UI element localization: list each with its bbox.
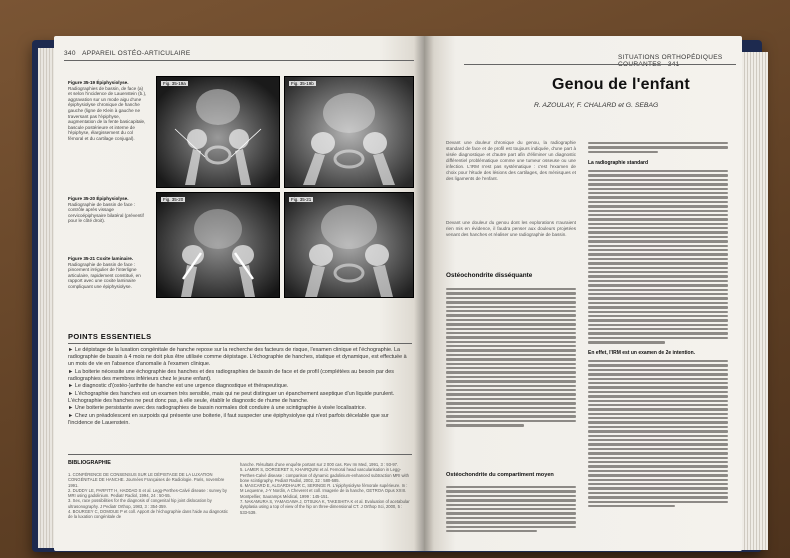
reference: hanche. Résultats d'une enquête portant sur 2 000 cas. Rev Im Med, 1991, 3 : 93-97. [240, 462, 399, 467]
essentials-rule [68, 343, 412, 344]
left-running-title: APPAREIL OSTÉO-ARTICULAIRE [82, 50, 191, 57]
bibliography-title: BIBLIOGRAPHIE [68, 460, 111, 466]
figure-text: Radiographies de bassin, de face (a) et selon l'incidence de Lauenstein (b.), aggravation sur un mode aigu d'une épiphysiolyse chronique de hanche gauche (ligne de Klein à gauche ne traversant pas l'épiphyse, augmentation de la fente basicapitale, bascule postérieure et interne de l'épiphyse, élargissement du col fémoral et du cartilage conjugal). [68, 85, 147, 141]
header-rule [464, 64, 736, 65]
image-tag: Fig. 35-19a [163, 81, 186, 86]
subsection-heading: Ostéochondrite du compartiment moyen [446, 472, 554, 478]
xray-image-35-21 [284, 192, 414, 298]
figure-text: Radiographie de bassin de face : pincement irrégulier de l'interligne articulaire, rapidement constitué, en rapport avec une coxite laminaire compliquant une épiphysiolyse. [68, 261, 141, 289]
text-block-1 [446, 286, 576, 427]
left-page [54, 36, 424, 551]
left-page-number: 340 [64, 50, 76, 57]
intro-paragraph-2 [446, 220, 576, 238]
reference: 3. Sex, race possibilities for the diagnosis of congenital hip joint dislocation by ultrasonography. J Pediatr Orthop, 1983, 3 : 354-359. [68, 498, 212, 509]
essentials-list [68, 347, 412, 427]
right-running-head [618, 54, 742, 68]
intro-text: Devant une douleur chronique du genou, la radiographie standard de face et de profil est toujours indiquée, d'une part à visée diagnostique et d'autre part afin d'éliminer un diagnostic différentiel problématique comme une tumeur osseuse ou une infection. L'IRM n'est pas systématique : c'est l'examen de choix pour l'étude des lésions des cartilages, des ménisques et des ligaments de l'enfant. [446, 140, 576, 181]
reference: 7. NAKAMURA S, YAMAGAWA J, OTSUKA K, TAKESHITA K et al. Evaluation of acetabular dysplasia using a top of view of the hip on three-dimensional CT. J Orthop Sci, 2000, 5 : 533-539. [240, 499, 410, 515]
text-block-2 [446, 484, 576, 532]
reference: 2. DUDDY LE, PARFITT H, HADDAD S et al. Legg-Perthes-Calvé disease : survey by MRI using gadolinium. Pediatr Radiol, 1994, 24 : 50-55. [68, 487, 227, 499]
essential-item: ► La boiterie nécessite une échographie des hanches et des radiographies de bassin de face et de profil (complétées au besoin par des radiographies des membres inférieurs chez le jeune enfant). [68, 368, 394, 382]
book-gutter-shadow [414, 36, 434, 551]
section-heading: Ostéochondrite disséquante [446, 272, 533, 279]
right-page [424, 36, 742, 551]
essential-item: ► Le diagnostic d'(ostéo-)arthrite de hanche est une urgence diagnostique et thérapeutique. [68, 383, 289, 389]
figure-caption-35-21 [68, 256, 148, 290]
bibliography-col-right [240, 462, 410, 515]
bibliography-col-left [68, 472, 228, 520]
reference: 1. CONFÉRENCE DE CONSENSUS SUR LE DÉPISTAGE DE LA LUXATION CONGÉNITALE DE HANCHE. Journées Françaises de Radiologie. Paris, novembre 1991. [68, 472, 225, 488]
reference: 4. BOURGEY C, DOMOUE P et coll. Apport de l'échographie dans l'aide au diagnostic de la luxation congénitale de [68, 509, 228, 520]
intro-paragraph [446, 140, 576, 182]
intro-text-2: Devant une douleur du genou dont les explorations n'auraient rien mis en évidence, il faudra penser aux douleurs projetées venant des hanches et réaliser une radiographie de bassin. [446, 220, 576, 237]
figure-label: Figure 35-21 Coxite laminaire. [68, 256, 134, 261]
col2-heading-1: La radiographie standard [588, 160, 649, 166]
essential-item: ► Une boiterie persistante avec des radiographies de bassin normales doit conduire à une scintigraphie à visée localisatrice. [68, 405, 367, 411]
chapter-title: Genou de l'enfant [552, 76, 690, 93]
figure-label: Figure 35-20 Épiphysiolyse. [68, 196, 129, 201]
chapter-authors: R. AZOULAY, F. CHALARD et G. SEBAG [534, 102, 659, 109]
essential-item: ► Le dépistage de la luxation congénitale de hanche repose sur la recherche des facteurs de risque, l'examen clinique et l'échographie. La radiographie de bassin à 4 mois ne doit plus être utilisée comme dépistage. L'échographie de hanches, statique et dynamique, est effectuée à un mois de vie en l'absence d'anomalie à l'examen clinique. [68, 347, 407, 367]
image-tag: Fig. 35-19b [291, 81, 314, 86]
text-block-5 [588, 358, 728, 507]
col2-heading-2: En effet, l'IRM est un examen de 2e intention. [588, 350, 696, 356]
essential-item: ► L'échographie des hanches est un examen très sensible, mais qui ne peut distinguer un épanchement aseptique d'un liquide purulent. L'échographie des hanches ne peut donc pas, à elle seule, établir le diagnostic de rhume de hanche. [68, 390, 395, 404]
left-running-head [64, 50, 191, 57]
header-rule [64, 60, 414, 61]
figure-text: Radiographie de bassin de face : contrôle après vissage cervicoépiphysaire bilatéral (préventif pour le côté droit). [68, 201, 144, 224]
text-block-3 [588, 140, 728, 153]
page-stack-right [738, 52, 768, 550]
reference: 5. LAMER S, DORGERET S, KHAIRQUNI et al. Femoral head vascularisation in Legg-Perthes-Calvé disease : comparison of dynamic gadolinium-enhanced subtraction MRI with bone scintigraphy. Pediatr Radiol, 2002, 32 : 580-585. [240, 467, 409, 483]
biblio-rule [68, 454, 412, 455]
xray-image-35-20 [156, 192, 280, 298]
image-tag: Fig. 35-20 [163, 197, 184, 202]
essential-item: ► Chez un préadolescent en surpoids qui présente une boiterie, il faut suspecter une épiphysiolyse qui n'est parfois décelable que sur l'incidence de Lauenstein. [68, 412, 389, 426]
image-tag: Fig. 35-21 [291, 197, 312, 202]
figure-caption-35-20 [68, 196, 148, 224]
xray-image-35-19a [156, 76, 280, 188]
figure-label: Figure 35-19 Épiphysiolyse. [68, 80, 129, 85]
xray-image-35-19b [284, 76, 414, 188]
text-block-4 [588, 168, 728, 344]
essentials-title: POINTS ESSENTIELS [68, 332, 152, 341]
open-book [18, 28, 766, 550]
right-running-title: SITUATIONS ORTHOPÉDIQUES [618, 54, 723, 61]
figure-caption-35-19 [68, 80, 148, 142]
reference: 6. MASCARD E, ALGARDHAUR C, SERINGE R. L'épiphysiolyse fémorale supérieure. In : M Lequesne, J-Y Nordin, A Cheveret et coll. Imagerie de la hanche, GETROA Opus XXIII. Montpellier, Sauramps Médical, 1999 : 145-151. [240, 483, 408, 499]
